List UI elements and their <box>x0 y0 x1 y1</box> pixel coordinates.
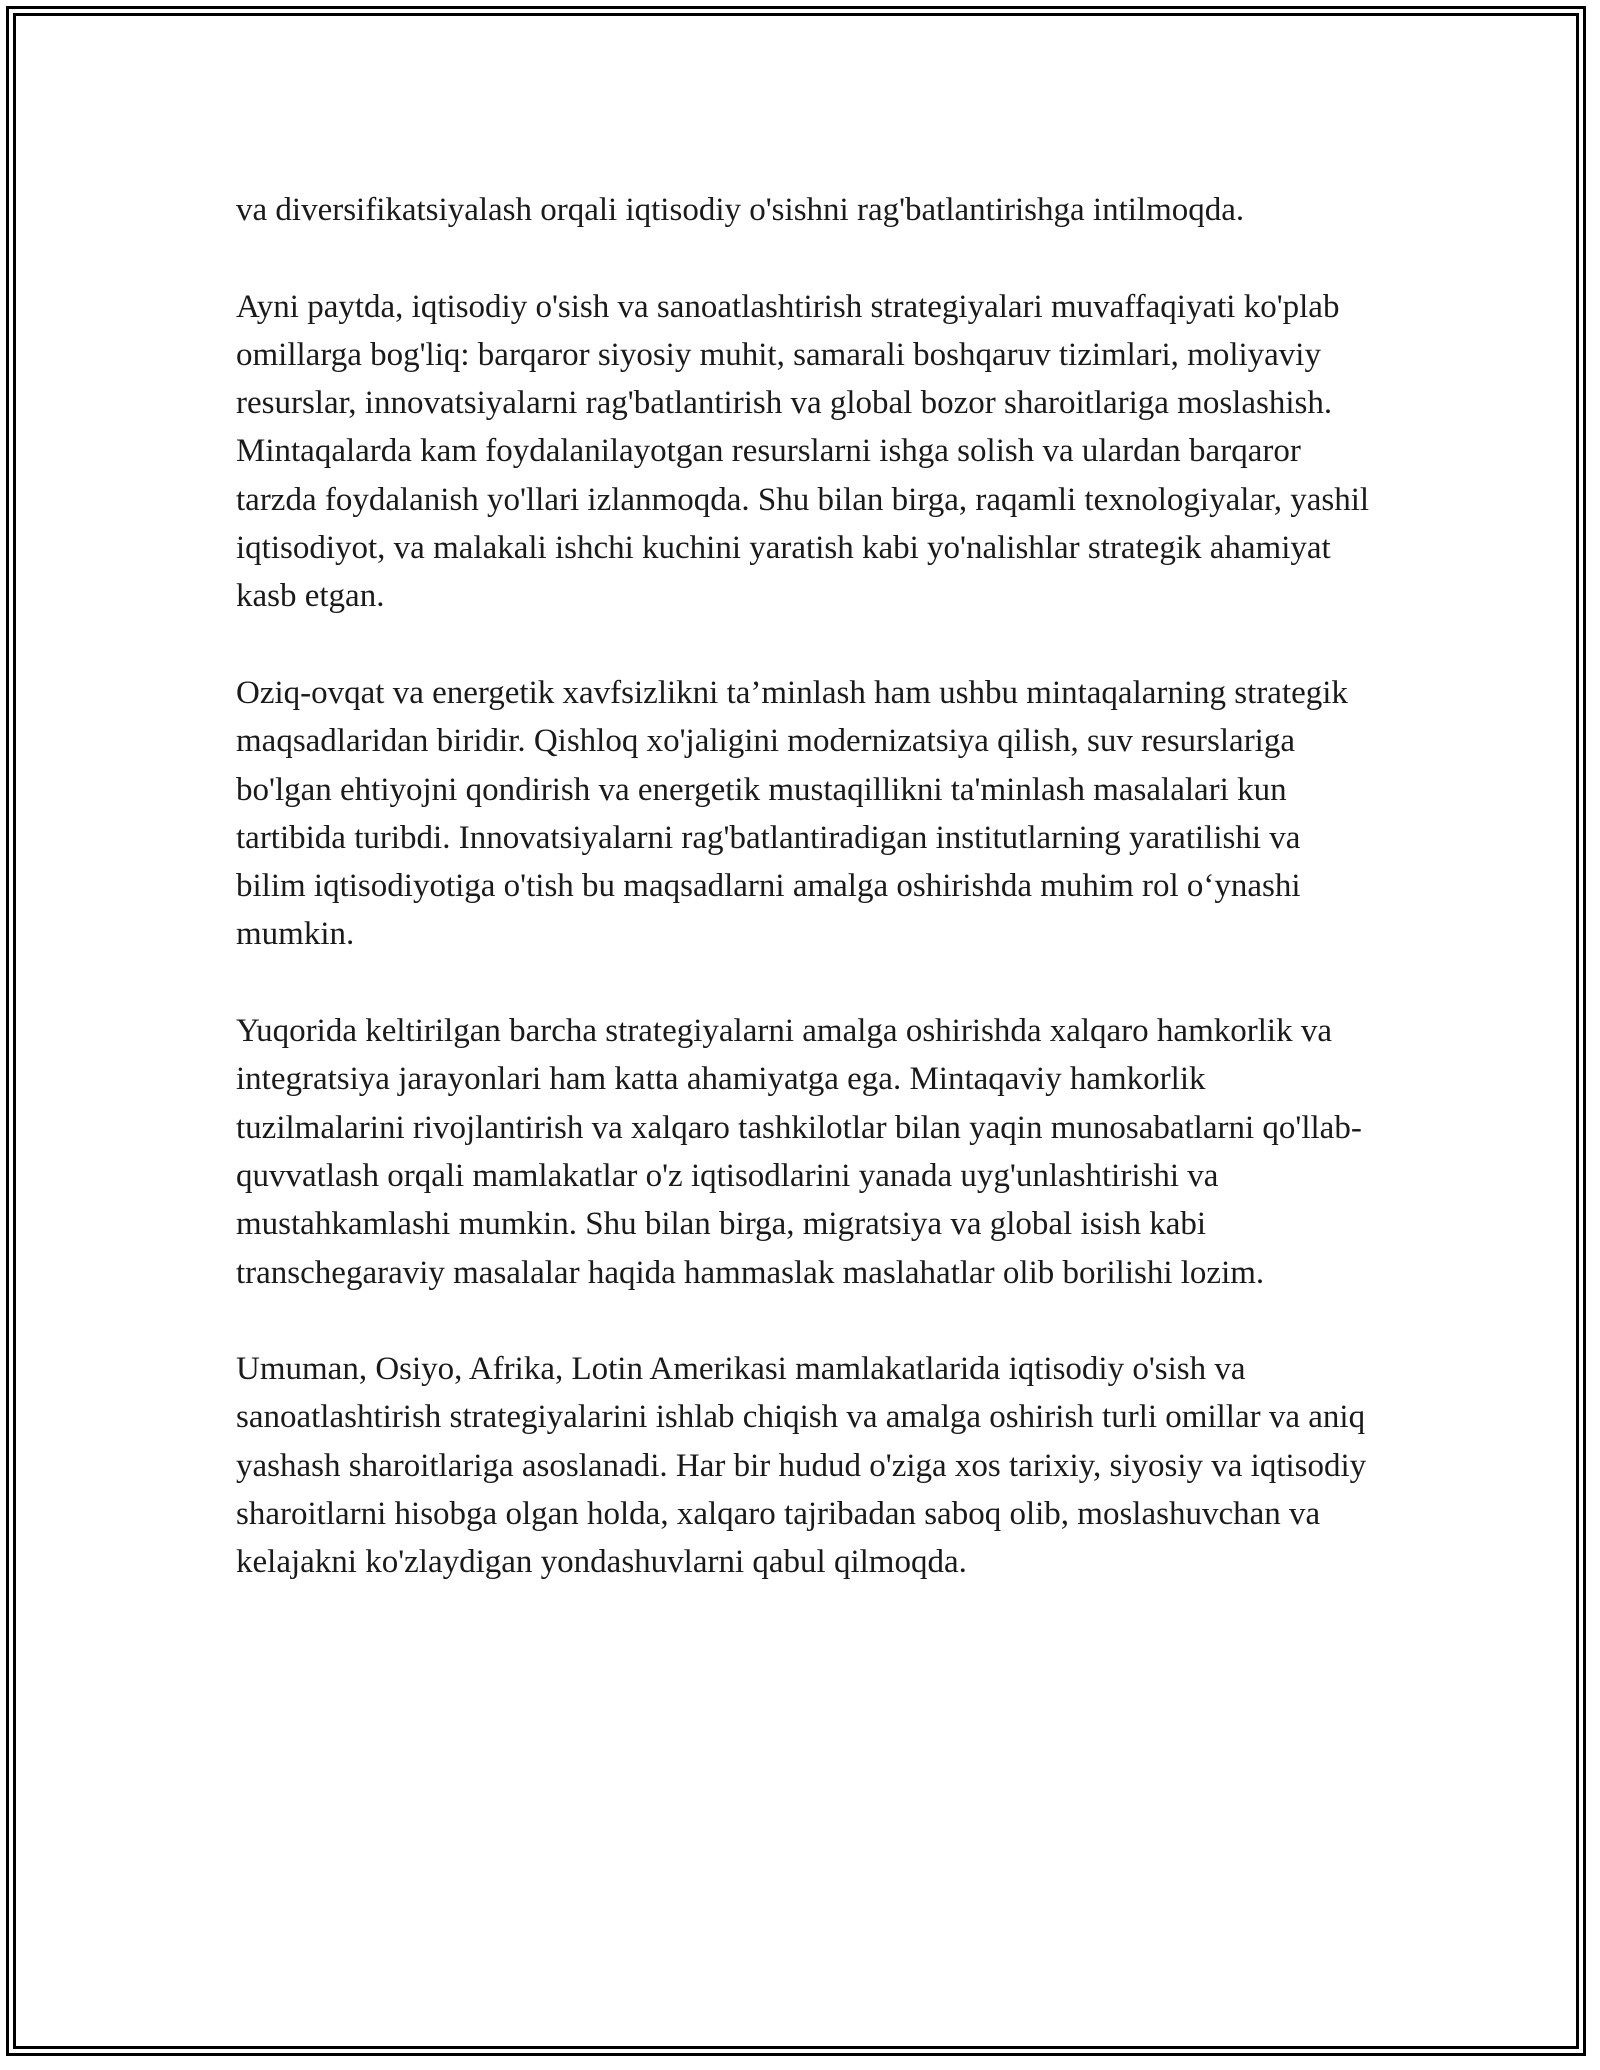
paragraph-success-factors: Ayni paytda, iqtisodiy o'sish va sanoatlashtirish strategiyalari muvaffaqiyati ko'plab omillarga bog'liq: barqaror siyosiy muhit, samarali boshqaruv tizimlari, moliyaviy resurslar, innovatsiyalarni rag'batlantirish va global bozor sharoitlariga moslashish. Mintaqalarda kam foydalanilayotgan resurslarni ishga solish va ulardan barqaror tarzda foydalanish yo'llari izlanmoqda. Shu bilan birga, raqamli texnologiyalar, yashil iqtisodiyot, va malakali ishchi kuchini yaratish kabi yo'nalishlar strategik ahamiyat kasb etgan. <box>236 288 1370 615</box>
paragraph-food-energy-security: Oziq-ovqat va energetik xavfsizlikni ta’minlash ham ushbu mintaqalarning strategik maqsadlaridan biridir. Qishloq xo'jaligini modernizatsiya qilish, suv resurslariga bo'lgan ehtiyojni qondirish va energetik mustaqillikni ta'minlash masalalari kun tartibida turibdi. Innovatsiyalarni rag'batlantiradigan institutlarning yaratilishi va bilim iqtisodiyotiga o'tish bu maqsadlarni amalga oshirishda muhim rol o‘ynashi mumkin. <box>236 674 1348 953</box>
paragraph-international-cooperation: Yuqorida keltirilgan barcha strategiyalarni amalga oshirishda xalqaro hamkorlik va integratsiya jarayonlari ham katta ahamiyatga ega. Mintaqaviy hamkorlik tuzilmalarini rivojlantirish va xalqaro tashkilotlar bilan yaqin munosabatlarni qo'llab-quvvatlash orqali mamlakatlar o'z iqtisodlarini yanada uyg'unlashtirishi va mustahkamlashi mumkin. Shu bilan birga, migratsiya va global isish kabi transchegaraviy masalalar haqida hammaslak maslahatlar olib borilishi lozim. <box>236 1013 1362 1291</box>
paragraph-continuation: va diversifikatsiyalash orqali iqtisodiy o'sishni rag'batlantirishga intilmoqda. <box>236 192 1245 228</box>
paragraph-conclusion: Umuman, Osiyo, Afrika, Lotin Amerikasi mamlakatlarida iqtisodiy o'sish va sanoatlashtirish strategiyalarini ishlab chiqish va amalga oshirish turli omillar va aniq yashash sharoitlariga asoslanadi. Har bir hudud o'ziga xos tarixiy, siyosiy va iqtisodiy sharoitlarni hisobga olgan holda, xalqaro tajribadan saboq olib, moslashuvchan va kelajakni ko'zlaydigan yondashuvlarni qabul qilmoqda. <box>236 1351 1367 1581</box>
document-body <box>236 186 1376 1635</box>
